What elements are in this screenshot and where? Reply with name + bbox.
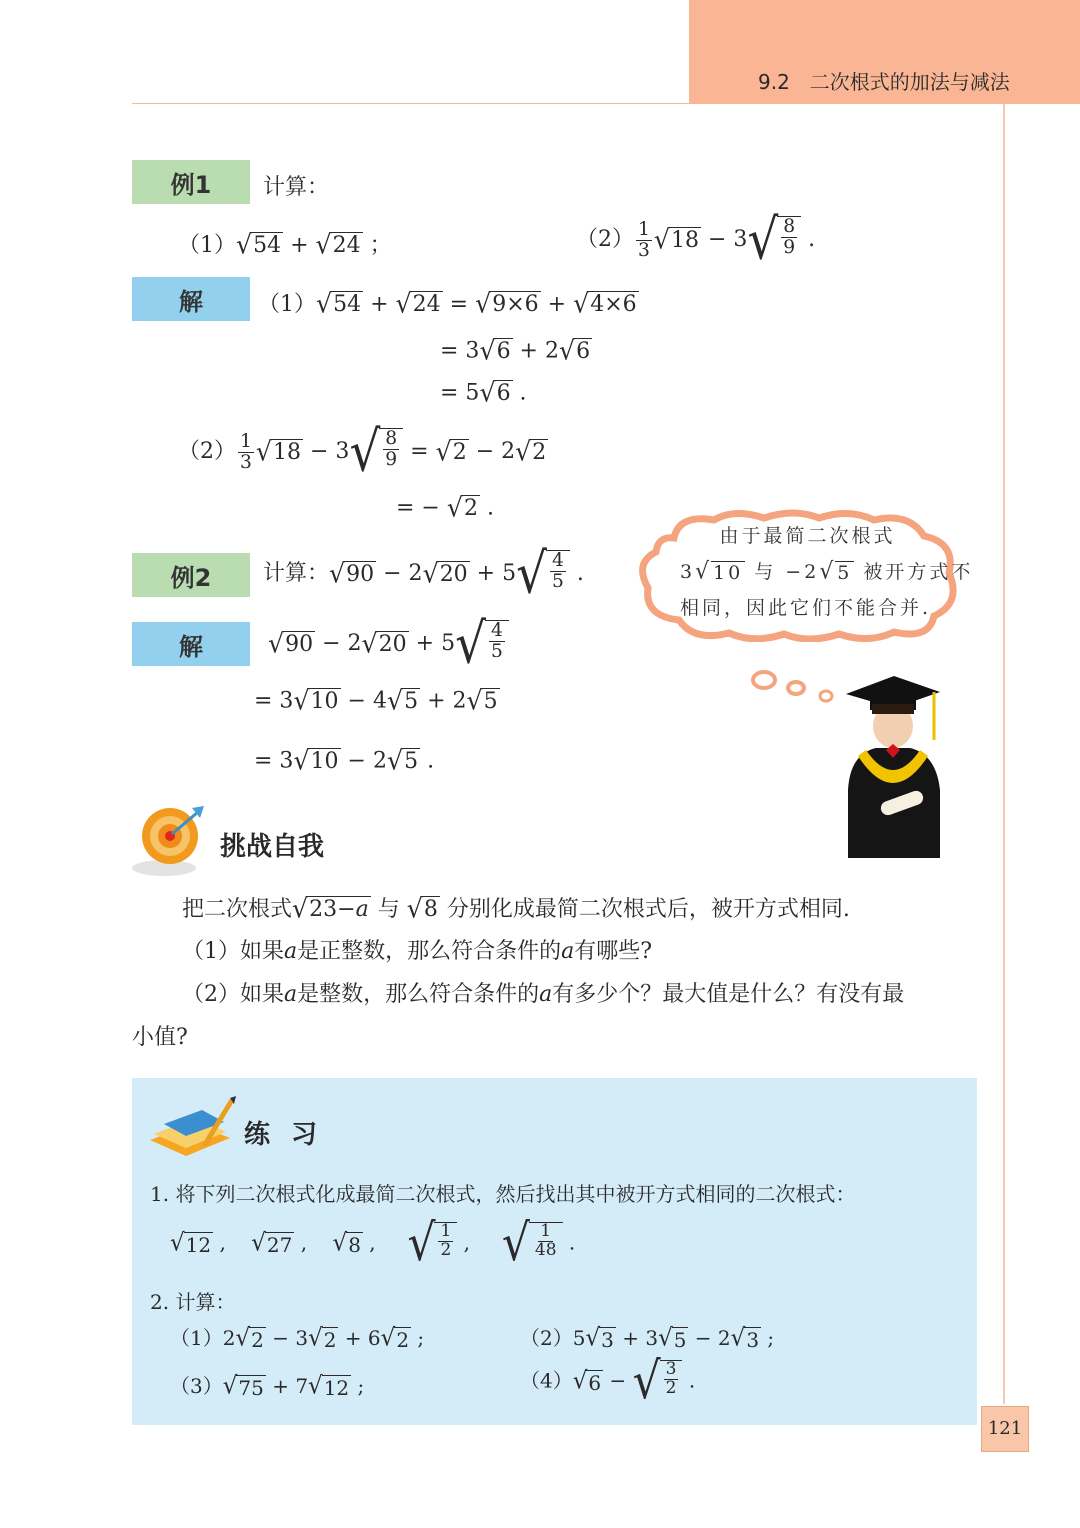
solution-1-tag: 解 xyxy=(132,277,250,321)
practice-2-item-3: （3） √ 75 + 7 √ 12 ; xyxy=(170,1372,365,1400)
solution-2-step-1: （2） $\frac{1}{3}$ √ 18 − 3 √ $\frac{8}{9}$ = √ 2 − 2 √ 2 xyxy=(178,419,547,485)
bubble-tail-icon xyxy=(750,668,840,708)
practice-2-item-4: （4） √ 6 − √ $\frac{3}{2}$ . xyxy=(520,1352,696,1411)
graduate-student-illustration xyxy=(836,670,946,858)
challenge-intro: 把二次根式 √ 23−a 与 √ 8 分别化成最简二次根式后，被开方式相同. xyxy=(182,893,850,924)
practice-2-item-1: （1）2 √ 2 − 3 √ 2 + 6 √ 2 ; xyxy=(170,1324,425,1352)
challenge-question-2: （2）如果a是整数，那么符合条件的a有多少个？最大值是什么？有没有最 xyxy=(182,982,905,1007)
book-pencil-icon xyxy=(146,1094,238,1160)
example-2-tag: 例2 xyxy=(132,553,250,597)
solution-2-step-2: = − √ 2 . xyxy=(396,492,494,523)
example-1-tag: 例1 xyxy=(132,160,250,204)
practice-2-item-2: （2）5 √ 3 + 3 √ 5 − 2 √ 3 ; xyxy=(520,1324,775,1352)
page-number: 121 xyxy=(981,1406,1029,1452)
practice-problem-2: 2. 计算： xyxy=(150,1290,236,1314)
example-1-question-1: （1） √ 54 + √ 24 ； xyxy=(178,229,392,260)
practice-problem-1-items: √ 12 , √ 27 , √ 8 , √ $\frac{1}{2}$ , √ $\frac{1}{48}$ . xyxy=(170,1214,576,1273)
challenge-title: 挑战自我 xyxy=(220,832,325,862)
challenge-question-2-cont: 小值? xyxy=(132,1025,188,1050)
solution-3-step-3: = 3 √ 10 − 2 √ 5 . xyxy=(254,745,435,776)
challenge-question-1: （1）如果a是正整数，那么符合条件的a有哪些? xyxy=(182,939,653,964)
header-rule xyxy=(132,103,689,104)
target-icon xyxy=(132,798,212,878)
solution-1-step-3: = 5 √ 6 . xyxy=(440,377,527,408)
solution-3-tag: 解 xyxy=(132,622,250,666)
solution-1-step-1: （1） √ 54 + √ 24 = √ 9×6 + √ 4×6 xyxy=(258,288,637,319)
solution-3-step-1: √ 90 − 2 √ 20 + 5 √ $\frac{4}{5}$ xyxy=(268,620,509,668)
example-1-question-2: （2） $\frac{1}{3}$ √ 18 − 3 √ $\frac{8}{9}$ . xyxy=(576,207,816,273)
practice-problem-1: 1. 将下列二次根式化成最简二次根式，然后找出其中被开方式相同的二次根式： xyxy=(150,1182,856,1206)
section-title: 9.2 二次根式的加法与减法 xyxy=(758,70,1010,94)
solution-3-step-2: = 3 √ 10 − 4 √ 5 + 2 √ 5 xyxy=(254,685,498,716)
example-1-prompt: 计算： xyxy=(263,175,330,200)
solution-1-step-2: = 3 √ 6 + 2 √ 6 xyxy=(440,335,591,366)
bubble-text: 由于最简二次根式 3 √ 10 与 −2 √ 5 被开方式不 相同，因此它们不能合并. xyxy=(680,525,974,619)
example-2-question: 计算： √ 90 − 2 √ 20 + 5 √ $\frac{4}{5}$ . xyxy=(263,541,584,607)
margin-rule xyxy=(1003,104,1005,1404)
practice-title: 练 习 xyxy=(244,1120,324,1150)
